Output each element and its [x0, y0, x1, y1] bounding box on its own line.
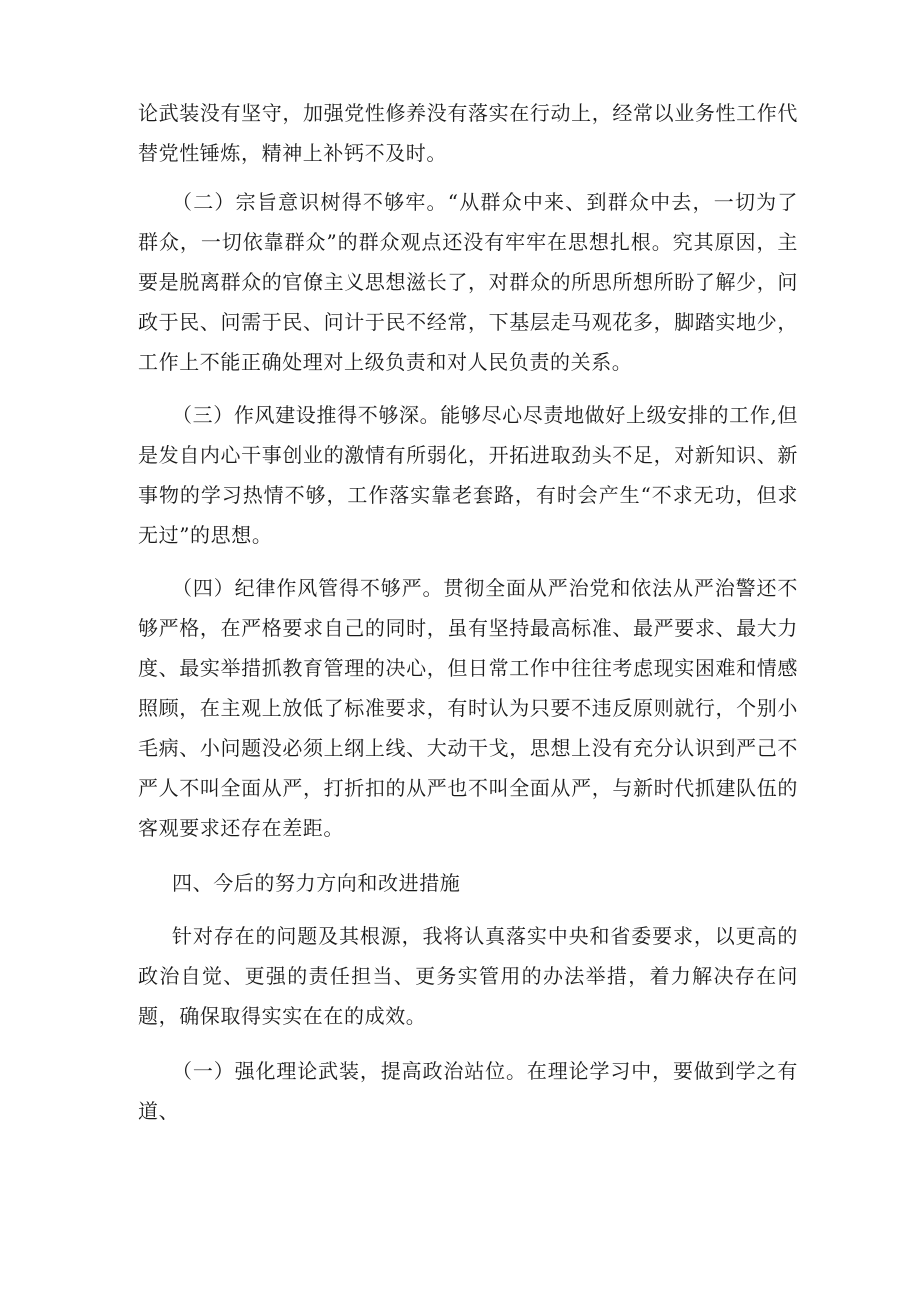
paragraph-continuation: 论武装没有坚守，加强党性修养没有落实在行动上，经常以业务性工作代替党性锤炼，精神上补钙不及时。 — [138, 101, 798, 165]
paragraph-improvement-intro: 针对存在的问题及其根源，我将认真落实中央和省委要求，以更高的政治自觉、更强的责任担当、更务实管用的办法举措，着力解决存在问题，确保取得实实在在的成效。 — [138, 924, 798, 1028]
section-heading-improvement-measures: 四、今后的努力方向和改进措施 — [172, 871, 461, 895]
paragraph-section-3: （三）作风建设推得不够深。能够尽心尽责地做好上级安排的工作,但是发自内心干事创业的激情有所弱化，开拓进取劲头不足，对新知识、新事物的学习热情不够，工作落实靠老套路，有时会产生“不求无功，但求无过”的思想。 — [138, 403, 798, 547]
paragraph-section-2: （二）宗旨意识树得不够牢。“从群众中来、到群众中去，一切为了群众，一切依靠群众”的群众观点还没有牢牢在思想扎根。究其原因，主要是脱离群众的官僚主义思想滋长了，对群众的所思所想所盼了解少，问政于民、问需于民、问计于民不经常，下基层走马观花多，脚踏实地少，工作上不能正确处理对上级负责和对人民负责的关系。 — [138, 190, 798, 374]
paragraph-measure-1: （一）强化理论武装，提高政治站位。在理论学习中，要做到学之有道、 — [138, 1059, 798, 1123]
paragraph-section-4: （四）纪律作风管得不够严。贯彻全面从严治党和依法从严治警还不够严格，在严格要求自己的同时，虽有坚持最高标准、最严要求、最大力度、最实举措抓教育管理的决心，但日常工作中往往考虑现实困难和情感照顾，在主观上放低了标准要求，有时认为只要不违反原则就行，个别小毛病、小问题没必须上纲上线、大动干戈，思想上没有充分认识到严己不严人不叫全面从严，打折扣的从严也不叫全面从严，与新时代抓建队伍的客观要求还存在差距。 — [138, 576, 798, 840]
document-body — [138, 93, 798, 1131]
